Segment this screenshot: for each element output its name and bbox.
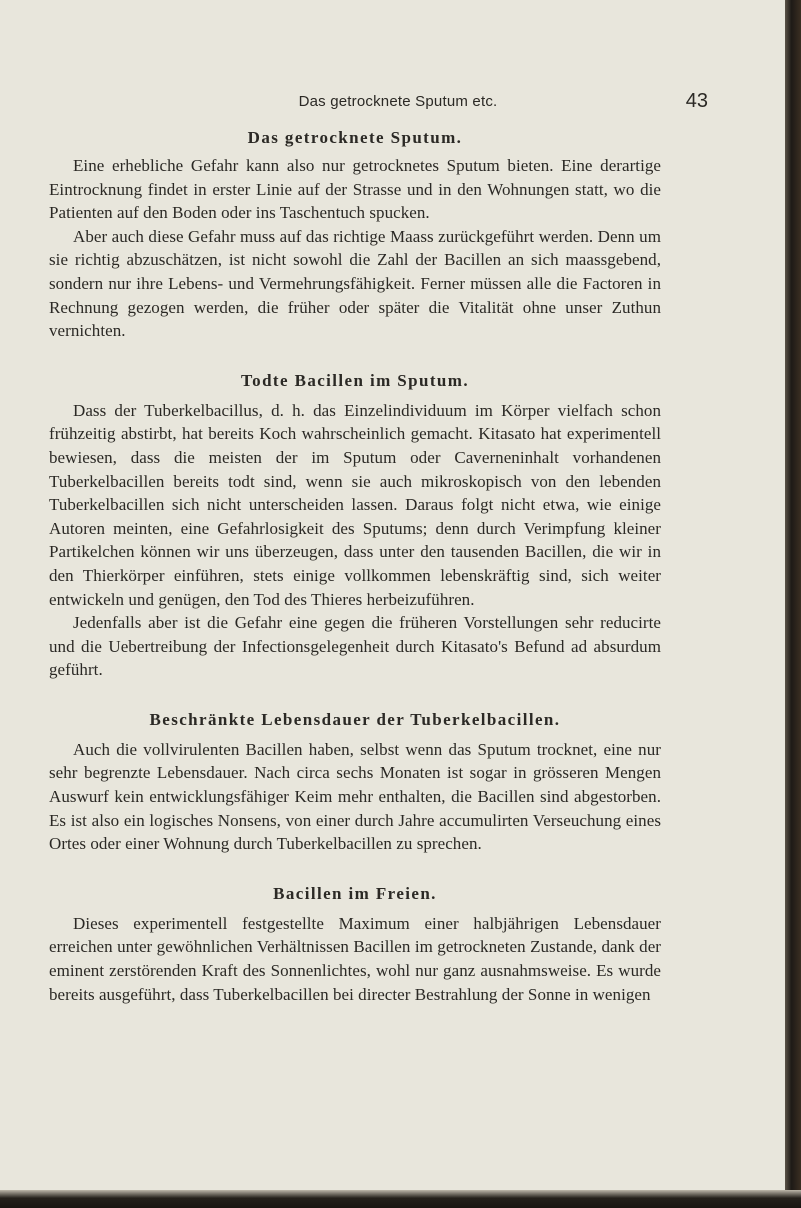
- paragraph: Aber auch diese Gefahr muss auf das richtige Maass zurückgeführt werden. Denn um sie richtig abzuschätzen, ist nicht sowohl die Zahl der Bacillen an sich maassgebend, sondern nur ihre Lebens- und Vermehrungsfähigkeit. Ferner müssen alle die Factoren in Rechnung gezogen werden, die früher oder später die Vitalität ohne unser Zuthun vernichten.: [49, 226, 661, 341]
- paragraph: Dass der Tuberkelbacillus, d. h. das Einzelindividuum im Körper vielfach schon frühzeitig abstirbt, hat bereits Koch wahrscheinlich gemacht. Kitasato hat experimentell bewiesen, dass die meisten der im Sputum oder Caverneninhalt vorhandenen Tuberkelbacillen bereits todt sind, wenn sie auch mikroskopisch von den lebenden Tuberkelbacillen sich nicht unterscheiden lassen. Daraus folgt nicht etwa, wie einige Autoren meinten, eine Gefahrlosigkeit des Sputums; denn durch Verimpfung kleiner Partikelchen können wir uns überzeugen, dass unter den tausenden Bacillen, die wir in den Thierkörper einführen, stets einige vollkommen lebenskräftig sind, sich weiter entwickeln und genügen, den Tod des Thieres herbeizuführen.: [49, 400, 661, 609]
- page-bottom-edge: [0, 1190, 801, 1208]
- section-heading: Das getrocknete Sputum.: [247, 128, 463, 147]
- book-binding-edge: [785, 0, 801, 1208]
- page-number: 43: [685, 90, 708, 112]
- paragraph: Auch die vollvirulenten Bacillen haben, selbst wenn das Sputum trocknet, eine nur sehr begrenzte Lebensdauer. Nach circa sechs Monaten ist sogar in grösseren Mengen Auswurf kein entwicklungsfähiger Keim mehr enthalten, die Bacillen sind abgestorben. Es ist also ein logisches Nonsens, von einer durch Jahre accumulirten Verseuchung eines Ortes oder einer Wohnung durch Tuberkelbacillen zu sprechen.: [49, 739, 661, 854]
- body-text: [49, 126, 661, 1006]
- running-title: Das getrocknete Sputum etc.: [298, 93, 498, 110]
- running-head: [88, 90, 708, 118]
- section-heading: Beschränkte Lebensdauer der Tuberkelbacillen.: [149, 709, 561, 729]
- paragraph: Dieses experimentell festgestellte Maximum einer halbjährigen Lebensdauer erreichen unter gewöhnlichen Verhältnissen Bacillen im getrockneten Zustande, dank der eminent zerstörenden Kraft des Sonnenlichtes, wohl nur ganz ausnahmsweise. Es wurde bereits ausgeführt, dass Tuberkelbacillen bei directer Bestrahlung der Sonne in wenigen: [49, 913, 661, 1004]
- section-heading: Todte Bacillen im Sputum.: [240, 370, 470, 390]
- section-heading: Bacillen im Freien.: [273, 883, 437, 903]
- paragraph: Jedenfalls aber ist die Gefahr eine gegen die früheren Vorstellungen sehr reducirte und die Uebertreibung der Infectionsgelegenheit durch Kitasato's Befund ad absurdum geführt.: [49, 613, 661, 680]
- paragraph: Eine erhebliche Gefahr kann also nur getrocknetes Sputum bieten. Eine derartige Eintrocknung findet in erster Linie auf der Strasse und in den Wohnungen statt, wo die Patienten auf den Boden oder ins Taschentuch spucken.: [49, 156, 661, 223]
